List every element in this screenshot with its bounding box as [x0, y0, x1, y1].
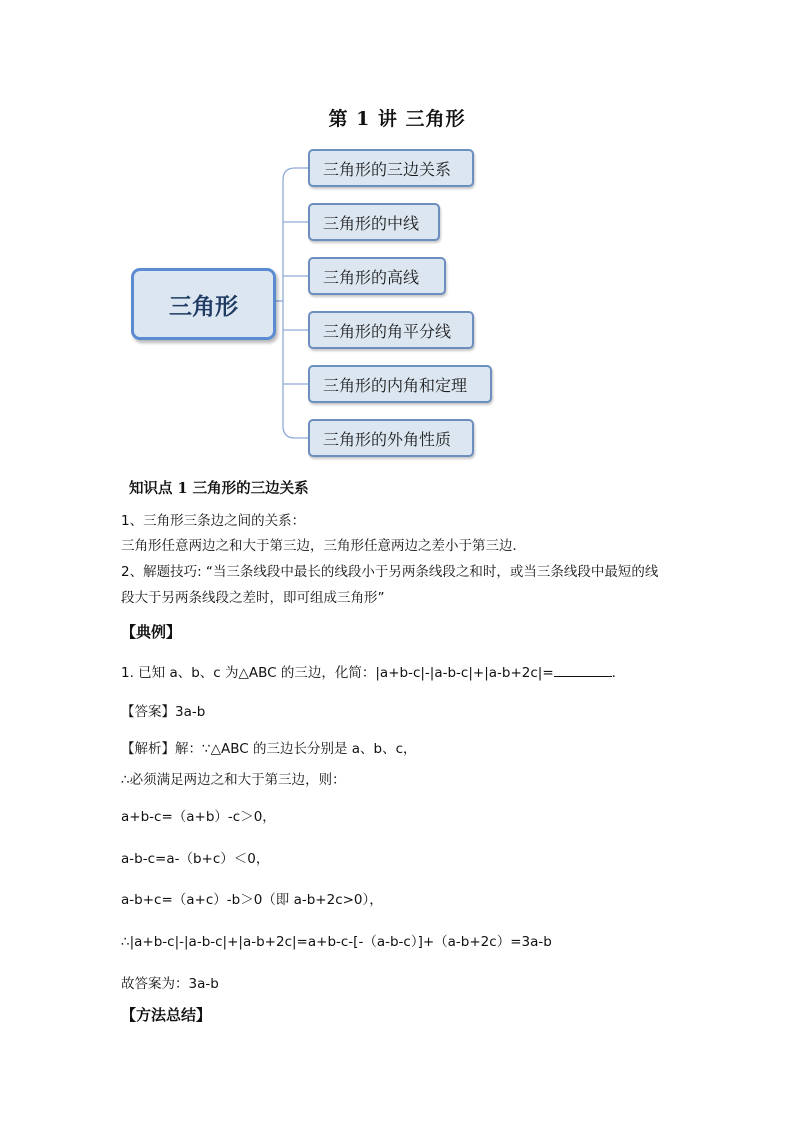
- mindmap-branch-side-relation: 三角形的三边关系: [308, 149, 474, 187]
- mindmap-root-node: 三角形: [131, 268, 276, 340]
- question-end: ．: [611, 665, 626, 681]
- analysis-line: 【解析】解：∵△ABC 的三边长分别是 a、b、c，: [121, 741, 417, 757]
- body-line: 段大于另两条线段之差时，即可组成三角形”: [121, 590, 385, 606]
- analysis-line: ∴|a+b-c|-|a-b-c|+|a-b+2c|=a+b-c-[-（a-b-c）]+（a-b+2c）=3a-b: [121, 934, 552, 950]
- analysis-line: a-b-c=a-（b+c）＜0，: [121, 851, 270, 867]
- answer-blank: [554, 664, 612, 677]
- body-line: 三角形任意两边之和大于第三边，三角形任意两边之差小于第三边．: [121, 538, 526, 554]
- body-line: 1、三角形三条边之间的关系：: [121, 513, 306, 529]
- analysis-line: a-b+c=（a+c）-b＞0（即 a-b+2c>0），: [121, 892, 383, 908]
- mindmap-branch-exterior-angle: 三角形的外角性质: [308, 419, 474, 457]
- mindmap-branch-interior-angle-sum: 三角形的内角和定理: [308, 365, 492, 403]
- analysis-line: 故答案为：3a-b: [121, 976, 219, 992]
- question-text: 1. 已知 a、b、c 为△ABC 的三边，化简：|a+b-c|-|a-b-c|+|a-b+2c|=: [121, 665, 554, 681]
- mindmap-branch-median: 三角形的中线: [308, 203, 440, 241]
- mindmap-branch-angle-bisector: 三角形的角平分线: [308, 311, 474, 349]
- knowledge-point-heading: 知识点 1 三角形的三边关系: [129, 480, 309, 497]
- example-heading: 【典例】: [121, 623, 182, 641]
- example-question: [121, 661, 625, 681]
- mindmap-branch-altitude: 三角形的高线: [308, 257, 446, 295]
- analysis-line: ∴必须满足两边之和大于第三边，则：: [121, 772, 346, 788]
- body-line: 2、解题技巧: “当三条线段中最长的线段小于另两条线段之和时，或当三条线段中最短的线: [121, 564, 659, 580]
- analysis-line: a+b-c=（a+b）-c＞0，: [121, 809, 276, 825]
- page-title: 第 1 讲 三角形: [328, 108, 466, 130]
- method-summary-heading: 【方法总结】: [121, 1006, 212, 1024]
- answer-line: 【答案】3a-b: [121, 704, 206, 720]
